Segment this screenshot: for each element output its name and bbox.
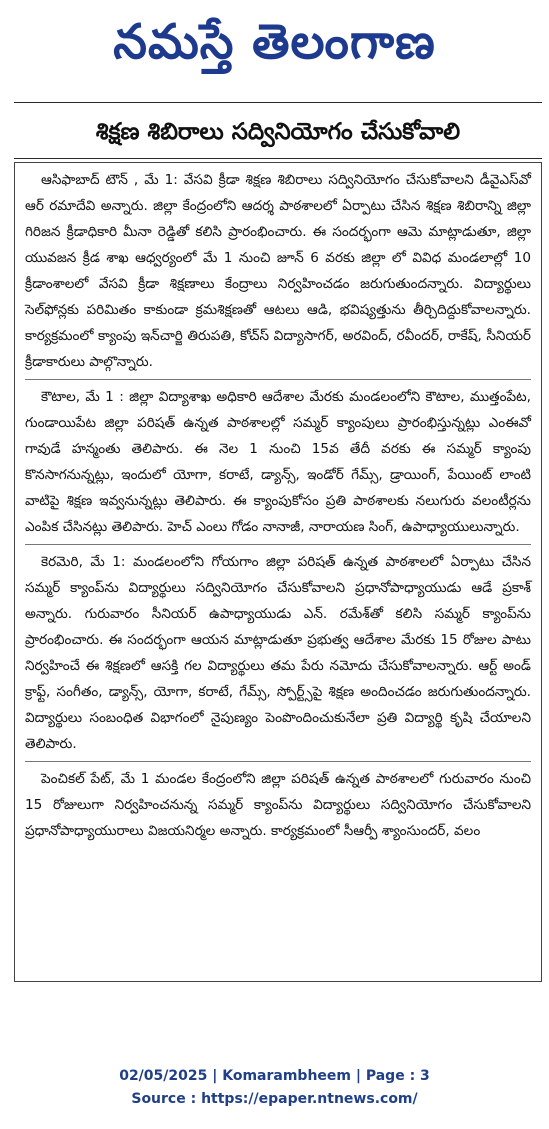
article-paragraph-penchikalpet: పెంచికల్ పేట్, మే 1 మండల కేంద్రంలోని జిల్లా పరిషత్ ఉన్నత పాఠశాలలో గురువారం నుంచి 15 రోజులుగా నిర్వహించనున్న సమ్మర్ క్యాంప్‌ను విద్యార్థులు సద్వినియోగం చేసుకోవాలని ప్రధానోపాధ్యాయురాలు విజయనిర్మల అన్నారు. కార్యక్రమంలో సీఆర్పీ శ్యాంసుందర్, వలం: [25, 771, 531, 839]
paragraph-divider: [25, 761, 531, 762]
headline-bottom-rule: [14, 158, 542, 159]
article-body: [14, 162, 542, 982]
article-paragraph-kerameri: కెరమెరి, మే 1: మండలంలోని గోయగాం జిల్లా పరిషత్ ఉన్నత పాఠశాలలో ఏర్పాటు చేసిన సమ్మర్ క్యాంప్‌ను విద్యార్థులు సద్వినియోగం చేసుకోవాలని ప్రధానోపాధ్యాయుడు ఆడే ప్రకాశ్ అన్నారు. గురువారం సీనియర్ ఉపాధ్యాయుడు ఎన్. రమేశ్‌తో కలిసి సమ్మర్ క్యాంప్‌ను ప్రారంభించారు. ఈ సందర్భంగా ఆయన మాట్లాడుతూ ప్రభుత్వ ఆదేశాల మేరకు 15 రోజుల పాటు నిర్వహించే ఈ శిక్షణలో ఆసక్తి గల విద్యార్థులు తమ పేరు నమోదు చేసుకోవాలన్నారు. ఆర్ట్ అండ్ క్రాఫ్ట్, సంగీతం, డ్యాన్స్, యోగా, కరాటే, గేమ్స్, స్పోర్ట్స్‌పై శిక్షణ అందించడం జరుగుతుందన్నారు. విద్యార్థులు సంబంధిత విభాగంలో నైపుణ్యం పెంపొందించుకునేలా ప్రతి విద్యార్థి కృషి చేయాలని తెలిపారు.: [25, 554, 531, 752]
article-headline: శిక్షణ శిబిరాలు సద్వినియోగం చేసుకోవాలి: [95, 119, 461, 145]
footer-source-link[interactable]: Source : https://epaper.ntnews.com/: [131, 1091, 418, 1107]
newspaper-masthead: [0, 6, 549, 78]
paragraph-divider: [25, 544, 531, 545]
paragraph-divider: [25, 379, 531, 380]
headline-top-rule: [14, 102, 542, 103]
footer-date-edition: 02/05/2025 | Komarambheem | Page : 3: [119, 1068, 430, 1084]
article-paragraph-asifabad: ఆసిఫాబాద్ టౌన్ , మే 1: వేసవి క్రీడా శిక్షణ శిబిరాలు సద్వినియోగం చేసుకోవాలని డీవైఎస్‌వో ఆర్ రమాదేవి అన్నారు. జిల్లా కేంద్రంలోని ఆదర్శ పాఠశాలలో ఏర్పాటు చేసిన శిక్షణ శిబిరాన్ని జిల్లా గిరిజన క్రీడాధికారి మీనా రెడ్డితో కలిసి ప్రారంభించారు. ఈ సందర్భంగా ఆమె మాట్లాడుతూ, జిల్లా యువజన క్రీడ శాఖ ఆధ్వర్యంలో మే 1 నుంచి జూన్ 6 వరకు జిల్లా లో వివిధ మండలాల్లో 10 క్రీడాంశాలలో వేసవి క్రీడా శిక్షణాలు కేంద్రాలు నిర్వహించడం జరుగుతుందన్నారు. విద్యార్థులు సెల్‌ఫోన్లకు పరిమితం కాకుండా క్రమశిక్షణతో ఆటలు ఆడి, భవిష్యత్తును తీర్చిదిద్దుకోవాలన్నారు. కార్యక్రమంలో క్యాంపు ఇన్‌చార్జి తిరుపతి, కోచ్‌స్ విద్యాసాగర్, అరవింద్, రవీందర్, రాకేష్, సీనియర్ క్రీడాకారులు పాల్గొన్నారు.: [25, 172, 531, 370]
masthead-title: నమస్తే తెలంగాణ: [113, 14, 436, 70]
article-paragraph-kautala: కౌటాల, మే 1 : జిల్లా విద్యాశాఖ అధికారి ఆదేశాల మేరకు మండలంలోని కౌటాల, ముత్తంపేట, గుండాయిపేట జిల్లా పరిషత్ ఉన్నత పాఠశాలల్లో సమ్మర్ క్యాంపులు ప్రారంభిస్తున్నట్లు ఎంఈవో గావుడే హన్మంతు తెలిపారు. ఈ నెల 1 నుంచి 15వ తేదీ వరకు ఈ సమ్మర్ క్యాంపు కొనసాగనున్నట్లు, ఇందులో యోగా, కరాటే, డ్యాన్స్, ఇండోర్ గేమ్స్, డ్రాయింగ్, పేయింట్ లాంటి వాటిపై శిక్షణ ఇవ్వనున్నట్లు తెలిపారు. ఈ క్యాంపుకోసం ప్రతి పాఠశాలకు నలుగురు వలంటీర్లను ఎంపిక చేసినట్లు తెలిపారు. హెచ్ ఎంలు గోడం నానాజీ, నారాయణ సింగ్, ఉపాధ్యాయులున్నారు.: [25, 389, 531, 535]
